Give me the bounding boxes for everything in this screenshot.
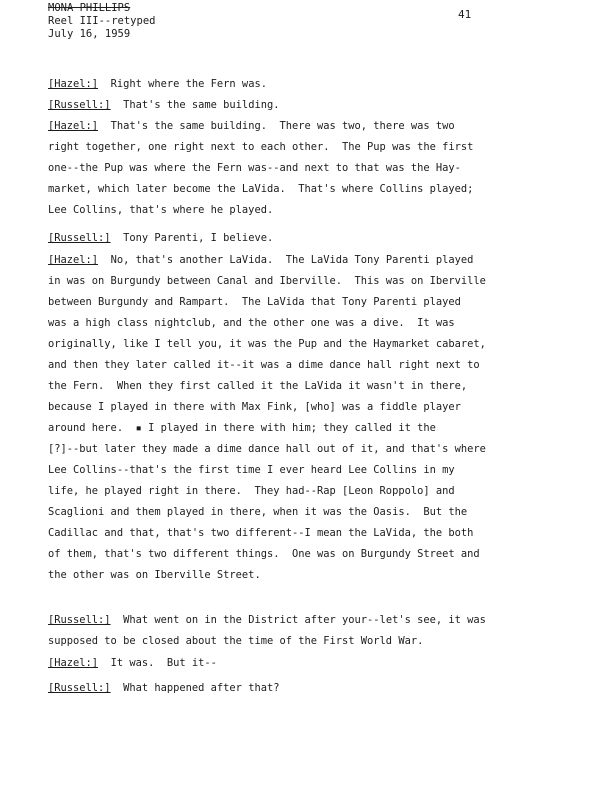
transcript-line: What happened after that?: [123, 682, 280, 694]
transcript-line: in was on Burgundy between Canal and Iberville. This was on Iberville: [48, 275, 486, 287]
speaker-label: [Hazel:]: [48, 120, 99, 132]
transcript-line: the Fern. When they first called it the LaVida it wasn't in there,: [48, 380, 468, 392]
transcript-line: [?]--but later they made a dime dance hall out of it, and that's where: [48, 443, 486, 455]
speaker-label: [Hazel:]: [48, 254, 99, 266]
transcript-line: Scaglioni and them played in there, when it was the Oasis. But the: [48, 506, 468, 518]
header-reel: Reel III--retyped: [48, 15, 156, 27]
transcript-line: right together, one right next to each other. The Pup was the first: [48, 141, 474, 153]
transcript-line: because I played in there with Max Fink, [who] was a fiddle player: [48, 401, 461, 413]
speaker-label: [Russell:]: [48, 614, 111, 626]
transcript-line: market, which later become the LaVida. That's where Collins played;: [48, 183, 474, 195]
transcript-line: originally, like I tell you, it was the Pup and the Haymarket cabaret,: [48, 338, 486, 350]
transcript-line: Lee Collins, that's where he played.: [48, 204, 274, 216]
transcript-line: life, he played right in there. They had--Rap [Leon Roppolo] and: [48, 485, 455, 497]
paragraph: [48, 74, 588, 95]
transcript-line: between Burgundy and Rampart. The LaVida that Tony Parenti played: [48, 296, 461, 308]
transcript-line: one--the Pup was where the Fern was--and next to that was the Hay-: [48, 162, 461, 174]
paragraph: [48, 610, 588, 652]
transcript-line: the other was on Iberville Street.: [48, 569, 261, 581]
transcript-line: Lee Collins--that's the first time I ever heard Lee Collins in my: [48, 464, 455, 476]
transcript-line: was a high class nightclub, and the other one was a dive. It was: [48, 317, 455, 329]
transcript-line: No, that's another LaVida. The LaVida Tony Parenti played: [110, 254, 474, 266]
transcript-line: That's the same building.: [123, 99, 280, 111]
transcript-line: of them, that's two different things. One was on Burgundy Street and: [48, 548, 480, 560]
transcript-line: It was. But it--: [110, 657, 217, 669]
transcript-line: supposed to be closed about the time of the First World War.: [48, 635, 424, 647]
paragraph: [48, 95, 588, 116]
speaker-label: [Hazel:]: [48, 78, 99, 90]
transcript-line: Cadillac and that, that's two different--I mean the LaVida, the both: [48, 527, 474, 539]
header-date: July 16, 1959: [48, 28, 131, 40]
header-name: MONA PHILLIPS: [48, 2, 131, 14]
speaker-label: [Russell:]: [48, 99, 111, 111]
transcript-line: around here. ▪ I played in there with him; they called it the: [48, 422, 436, 434]
paragraph: [48, 250, 588, 586]
transcript-line: What went on in the District after your--let's see, it was: [123, 614, 486, 626]
paragraph: [48, 678, 588, 699]
page-number: 41: [458, 8, 472, 21]
paragraph: [48, 116, 588, 221]
paragraph: [48, 653, 588, 674]
transcript-line: Tony Parenti, I believe.: [123, 232, 274, 244]
speaker-label: [Russell:]: [48, 232, 111, 244]
speaker-label: [Hazel:]: [48, 657, 99, 669]
transcript-line: That's the same building. There was two, there was two: [110, 120, 455, 132]
speaker-label: [Russell:]: [48, 682, 111, 694]
transcript-line: Right where the Fern was.: [110, 78, 267, 90]
paragraph: [48, 228, 588, 249]
transcript-line: and then they later called it--it was a dime dance hall right next to: [48, 359, 480, 371]
